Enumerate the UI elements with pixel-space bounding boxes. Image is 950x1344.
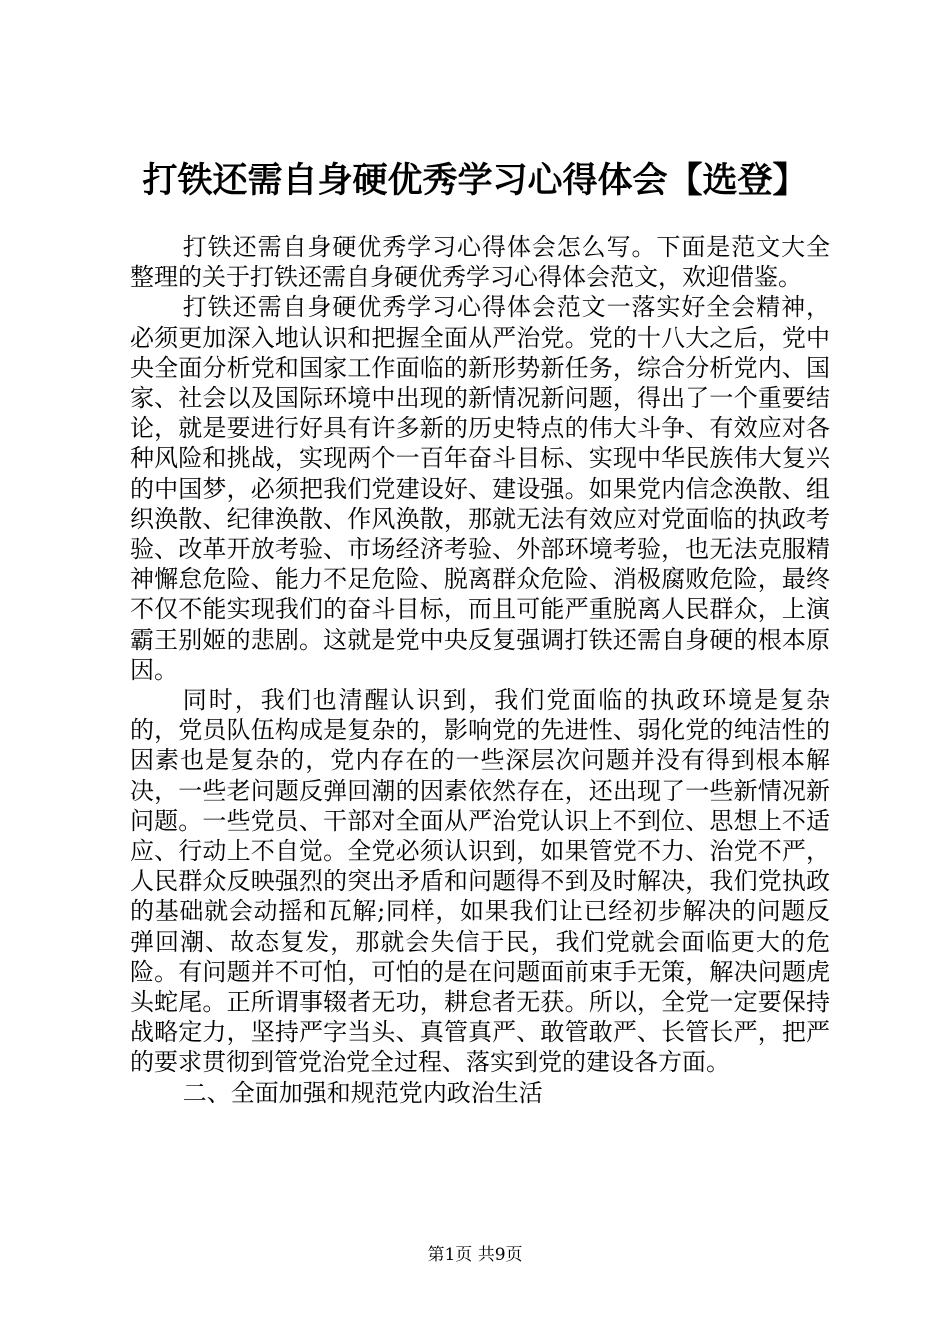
page-footer: 第1页 共9页 <box>427 1245 523 1265</box>
section-heading-two: 二、全面加强和规范党内政治生活 <box>182 1078 543 1107</box>
paragraph-essay-one: 打铁还需自身硬优秀学习心得体会范文一落实好全会精神，必须更加深入地认识和把握全面从严治党。党的十八大之后，党中央全面分析党和国家工作面临的新形势新任务，综合分析党内、国家、社会以及国际环境中出现的新情况新问题，得出了一个重要结论，就是要进行好具有许多新的历史特点的伟大斗争、有效应对各种风险和挑战，实现两个一百年奋斗目标、实现中华民族伟大复兴的中国梦，必须把我们党建设好、建设强。如果党内信念涣散、组织涣散、纪律涣散、作风涣散，那就无法有效应对党面临的执政考验、改革开放考验、市场经济考验、外部环境考验，也无法克服精神懈怠危险、能力不足危险、脱离群众危险、消极腐败危险，最终不仅不能实现我们的奋斗目标，而且可能严重脱离人民群众，上演霸王别姬的悲剧。这就是党中央反复强调打铁还需自身硬的根本原因。 <box>130 293 830 684</box>
paragraph-essay-two: 同时，我们也清醒认识到，我们党面临的执政环境是复杂的，党员队伍构成是复杂的，影响党的先进性、弱化党的纯洁性的因素也是复杂的，党内存在的一些深层次问题并没有得到根本解决，一些老问题反弹回潮的因素依然存在，还出现了一些新情况新问题。一些党员、干部对全面从严治党认识上不到位、思想上不适应、行动上不自觉。全党必须认识到，如果管党不力、治党不严，人民群众反映强烈的突出矛盾和问题得不到及时解决，我们党执政的基础就会动摇和瓦解;同样，如果我们让已经初步解决的问题反弹回潮、故态复发，那就会失信于民，我们党就会面临更大的危险。有问题并不可怕，可怕的是在问题面前束手无策，解决问题虎头蛇尾。正所谓事辍者无功，耕怠者无获。所以，全党一定要保持战略定力，坚持严字当头、真管真严、敢管敢严、长管长严，把严的要求贯彻到管党治党全过程、落实到党的建设各方面。 <box>130 686 830 1077</box>
document-body <box>130 232 830 1108</box>
document-title: 打铁还需自身硬优秀学习心得体会【选登】 <box>142 161 808 201</box>
paragraph-intro: 打铁还需自身硬优秀学习心得体会怎么写。下面是范文大全整理的关于打铁还需自身硬优秀学习心得体会范文，欢迎借鉴。 <box>130 233 830 292</box>
